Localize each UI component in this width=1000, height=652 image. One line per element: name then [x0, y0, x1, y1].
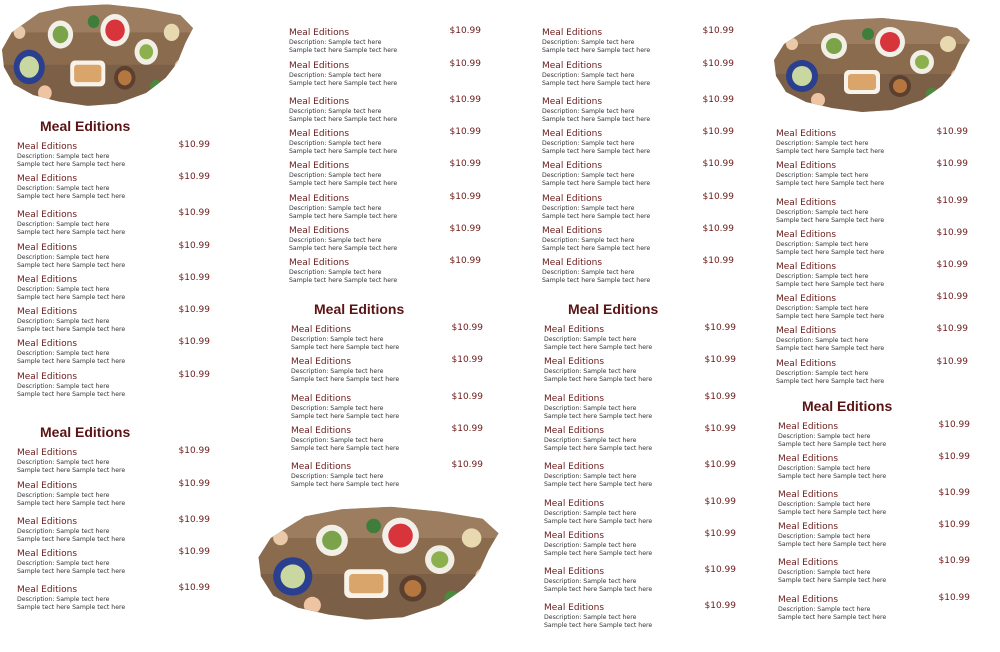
menu-item-name: Meal Editions — [544, 426, 605, 436]
menu-item-description-line: Sample tect here Sample tect here — [776, 180, 885, 187]
menu-item-name: Meal Editions — [291, 462, 352, 472]
menu-item-description-line: Description: Sample tect here — [544, 405, 637, 412]
menu-item-name: Meal Editions — [776, 161, 837, 171]
menu-item-description — [776, 241, 884, 257]
menu-item-name: Meal Editions — [17, 142, 78, 152]
menu-item-description — [542, 269, 650, 285]
menu-item-price: $10.99 — [702, 256, 734, 266]
menu-item-description-line: Description: Sample tect here — [17, 286, 110, 293]
menu-item-price: $10.99 — [451, 355, 483, 365]
menu-item-name: Meal Editions — [17, 585, 78, 595]
menu-item-description — [776, 305, 884, 321]
menu-item-name: Meal Editions — [542, 97, 603, 107]
menu-item-name: Meal Editions — [776, 326, 837, 336]
menu-item-description-line: Description: Sample tect here — [778, 501, 871, 508]
menu-item-name: Meal Editions — [544, 325, 605, 335]
menu-item-description — [544, 473, 652, 489]
menu-item-description-line: Description: Sample tect here — [776, 140, 869, 147]
menu-item-description-line: Description: Sample tect here — [778, 606, 871, 613]
menu-item-name: Meal Editions — [289, 161, 350, 171]
menu-item-description-line: Description: Sample tect here — [544, 336, 637, 343]
menu-item-price: $10.99 — [702, 127, 734, 137]
menu-item-description-line: Description: Sample tect here — [17, 350, 110, 357]
menu-item-description-line: Sample tect here Sample tect here — [17, 193, 126, 200]
menu-item-name: Meal Editions — [544, 357, 605, 367]
menu-item-description-line: Description: Sample tect here — [542, 72, 635, 79]
menu-item-name: Meal Editions — [776, 198, 837, 208]
menu-item-description-line: Description: Sample tect here — [544, 437, 637, 444]
menu-item-description-line: Sample tect here Sample tect here — [542, 116, 651, 123]
menu-item-description-line: Description: Sample tect here — [289, 269, 382, 276]
menu-item-description — [17, 383, 125, 399]
menu-item-price: $10.99 — [451, 424, 483, 434]
menu-item-description-line: Description: Sample tect here — [289, 205, 382, 212]
menu-item-description-line: Sample tect here Sample tect here — [291, 413, 400, 420]
menu-item-description — [776, 140, 884, 156]
menu-item-name: Meal Editions — [778, 522, 839, 532]
menu-item-price: $10.99 — [449, 192, 481, 202]
menu-item-description-line: Sample tect here Sample tect here — [778, 509, 887, 516]
menu-item-description-line: Description: Sample tect here — [542, 269, 635, 276]
menu-item-description-line: Description: Sample tect here — [291, 473, 384, 480]
menu-item-name: Meal Editions — [289, 97, 350, 107]
menu-item-description — [544, 510, 652, 526]
menu-item-price: $10.99 — [702, 95, 734, 105]
menu-item-description — [291, 473, 399, 489]
menu-item-price: $10.99 — [704, 601, 736, 611]
menu-item-price: $10.99 — [704, 497, 736, 507]
menu-item-description-line: Sample tect here Sample tect here — [776, 345, 885, 352]
menu-item-description-line: Description: Sample tect here — [17, 185, 110, 192]
menu-item-description — [289, 269, 397, 285]
menu-item-description — [776, 209, 884, 225]
menu-item-name: Meal Editions — [542, 161, 603, 171]
menu-item-price: $10.99 — [178, 208, 210, 218]
menu-item-description — [544, 336, 652, 352]
menu-item-description — [291, 405, 399, 421]
menu-item-price: $10.99 — [704, 355, 736, 365]
menu-item-price: $10.99 — [936, 196, 968, 206]
menu-item-description-line: Description: Sample tect here — [289, 237, 382, 244]
menu-item-description-line: Sample tect here Sample tect here — [544, 481, 653, 488]
menu-item-name: Meal Editions — [289, 61, 350, 71]
menu-item-description-line: Description: Sample tect here — [778, 569, 871, 576]
menu-item-description-line: Sample tect here Sample tect here — [542, 80, 651, 87]
menu-item-description-line: Sample tect here Sample tect here — [17, 391, 126, 398]
menu-item-name: Meal Editions — [776, 294, 837, 304]
menu-item-description — [542, 39, 650, 55]
menu-item-price: $10.99 — [704, 460, 736, 470]
menu-item-description-line: Sample tect here Sample tect here — [542, 47, 651, 54]
menu-item-description-line: Description: Sample tect here — [291, 368, 384, 375]
menu-item-description — [544, 368, 652, 384]
menu-item-description-line: Sample tect here Sample tect here — [544, 550, 653, 557]
menu-item-description-line: Sample tect here Sample tect here — [776, 313, 885, 320]
menu-item-description — [289, 172, 397, 188]
menu-item-price: $10.99 — [936, 260, 968, 270]
menu-item-description — [17, 153, 125, 169]
menu-item-description-line: Description: Sample tect here — [544, 542, 637, 549]
menu-item-description-line: Sample tect here Sample tect here — [776, 281, 885, 288]
menu-item-name: Meal Editions — [17, 517, 78, 527]
menu-item-description-line: Description: Sample tect here — [542, 172, 635, 179]
menu-item-price: $10.99 — [936, 159, 968, 169]
menu-item-description-line: Description: Sample tect here — [291, 336, 384, 343]
menu-item-description — [289, 72, 397, 88]
menu-item-description-line: Description: Sample tect here — [542, 237, 635, 244]
menu-item-description-line: Sample tect here Sample tect here — [17, 536, 126, 543]
menu-item-name: Meal Editions — [544, 499, 605, 509]
menu-item-description-line: Description: Sample tect here — [542, 205, 635, 212]
menu-item-price: $10.99 — [449, 59, 481, 69]
menu-item-description — [291, 368, 399, 384]
menu-item-name: Meal Editions — [291, 394, 352, 404]
menu-item-name: Meal Editions — [544, 394, 605, 404]
menu-item-description — [289, 205, 397, 221]
menu-item-description-line: Sample tect here Sample tect here — [778, 441, 887, 448]
menu-item-description — [17, 286, 125, 302]
menu-item-description — [776, 273, 884, 289]
menu-item-description-line: Sample tect here Sample tect here — [17, 358, 126, 365]
menu-item-description — [17, 185, 125, 201]
food-table-photo — [772, 14, 972, 114]
menu-item-description — [778, 533, 886, 549]
menu-item-description — [17, 560, 125, 576]
menu-item-price: $10.99 — [936, 127, 968, 137]
menu-item-description — [17, 459, 125, 475]
menu-item-description-line: Sample tect here Sample tect here — [778, 541, 887, 548]
menu-item-description-line: Description: Sample tect here — [544, 473, 637, 480]
menu-item-price: $10.99 — [178, 140, 210, 150]
menu-item-description-line: Description: Sample tect here — [542, 108, 635, 115]
menu-item-description-line: Sample tect here Sample tect here — [17, 229, 126, 236]
menu-item-price: $10.99 — [178, 273, 210, 283]
menu-item-name: Meal Editions — [542, 194, 603, 204]
menu-item-description-line: Description: Sample tect here — [544, 510, 637, 517]
section-heading: Meal Editions — [314, 301, 405, 317]
menu-item-description-line: Sample tect here Sample tect here — [542, 213, 651, 220]
menu-item-description — [291, 336, 399, 352]
menu-item-name: Meal Editions — [289, 129, 350, 139]
menu-item-name: Meal Editions — [17, 174, 78, 184]
menu-item-name: Meal Editions — [778, 454, 839, 464]
menu-item-description-line: Sample tect here Sample tect here — [17, 326, 126, 333]
menu-item-description-line: Description: Sample tect here — [776, 209, 869, 216]
menu-item-description-line: Description: Sample tect here — [544, 368, 637, 375]
menu-item-name: Meal Editions — [778, 558, 839, 568]
menu-item-description-line: Sample tect here Sample tect here — [776, 249, 885, 256]
menu-item-description-line: Sample tect here Sample tect here — [544, 586, 653, 593]
menu-item-description-line: Sample tect here Sample tect here — [542, 277, 651, 284]
menu-item-name: Meal Editions — [17, 339, 78, 349]
menu-item-description-line: Sample tect here Sample tect here — [17, 604, 126, 611]
menu-item-description-line: Description: Sample tect here — [289, 172, 382, 179]
menu-item-description-line: Sample tect here Sample tect here — [289, 245, 398, 252]
menu-item-description-line: Sample tect here Sample tect here — [542, 148, 651, 155]
menu-item-description-line: Sample tect here Sample tect here — [776, 148, 885, 155]
menu-item-description-line: Description: Sample tect here — [17, 596, 110, 603]
menu-item-description-line: Description: Sample tect here — [776, 241, 869, 248]
menu-item-name: Meal Editions — [17, 275, 78, 285]
menu-item-description-line: Sample tect here Sample tect here — [544, 413, 653, 420]
menu-item-price: $10.99 — [936, 228, 968, 238]
menu-item-description-line: Sample tect here Sample tect here — [289, 148, 398, 155]
menu-item-description — [778, 433, 886, 449]
menu-item-price: $10.99 — [938, 556, 970, 566]
menu-item-description-line: Description: Sample tect here — [17, 153, 110, 160]
menu-item-description-line: Sample tect here Sample tect here — [778, 473, 887, 480]
menu-item-description — [776, 370, 884, 386]
section-heading: Meal Editions — [802, 398, 893, 414]
menu-item-description-line: Description: Sample tect here — [778, 465, 871, 472]
menu-item-description-line: Description: Sample tect here — [289, 108, 382, 115]
menu-item-description-line: Sample tect here Sample tect here — [544, 376, 653, 383]
menu-item-description-line: Sample tect here Sample tect here — [776, 217, 885, 224]
menu-item-description-line: Sample tect here Sample tect here — [17, 161, 126, 168]
menu-item-name: Meal Editions — [17, 481, 78, 491]
menu-item-description-line: Description: Sample tect here — [289, 72, 382, 79]
menu-item-description-line: Sample tect here Sample tect here — [17, 500, 126, 507]
menu-item-description-line: Sample tect here Sample tect here — [544, 445, 653, 452]
menu-item-description-line: Sample tect here Sample tect here — [544, 622, 653, 629]
menu-item-name: Meal Editions — [289, 28, 350, 38]
menu-item-description-line: Description: Sample tect here — [17, 383, 110, 390]
menu-item-description — [289, 140, 397, 156]
menu-item-description — [778, 501, 886, 517]
menu-item-price: $10.99 — [451, 323, 483, 333]
menu-item-description-line: Sample tect here Sample tect here — [289, 116, 398, 123]
menu-item-name: Meal Editions — [291, 357, 352, 367]
menu-item-description-line: Sample tect here Sample tect here — [291, 481, 400, 488]
menu-item-name: Meal Editions — [17, 372, 78, 382]
section-heading: Meal Editions — [40, 118, 131, 134]
menu-item-description-line: Description: Sample tect here — [544, 578, 637, 585]
menu-item-description-line: Description: Sample tect here — [289, 39, 382, 46]
menu-item-name: Meal Editions — [289, 194, 350, 204]
menu-item-description — [776, 337, 884, 353]
menu-item-description-line: Description: Sample tect here — [542, 39, 635, 46]
menu-item-price: $10.99 — [702, 26, 734, 36]
menu-item-name: Meal Editions — [17, 448, 78, 458]
menu-item-description-line: Description: Sample tect here — [776, 370, 869, 377]
menu-item-description — [542, 108, 650, 124]
menu-item-description-line: Description: Sample tect here — [17, 492, 110, 499]
menu-item-description — [17, 492, 125, 508]
menu-item-description — [17, 596, 125, 612]
menu-item-description-line: Description: Sample tect here — [17, 221, 110, 228]
menu-item-description — [289, 39, 397, 55]
menu-item-price: $10.99 — [938, 488, 970, 498]
menu-item-name: Meal Editions — [542, 61, 603, 71]
menu-item-description — [544, 542, 652, 558]
menu-item-price: $10.99 — [449, 127, 481, 137]
menu-item-price: $10.99 — [704, 424, 736, 434]
menu-item-description-line: Sample tect here Sample tect here — [17, 294, 126, 301]
menu-item-price: $10.99 — [178, 337, 210, 347]
menu-item-price: $10.99 — [178, 583, 210, 593]
menu-item-name: Meal Editions — [291, 426, 352, 436]
menu-item-description-line: Sample tect here Sample tect here — [291, 445, 400, 452]
menu-item-name: Meal Editions — [17, 210, 78, 220]
menu-item-price: $10.99 — [938, 420, 970, 430]
menu-item-name: Meal Editions — [542, 28, 603, 38]
menu-item-description — [291, 437, 399, 453]
menu-item-description-line: Description: Sample tect here — [776, 273, 869, 280]
menu-item-description-line: Description: Sample tect here — [776, 337, 869, 344]
menu-item-name: Meal Editions — [17, 549, 78, 559]
menu-item-description — [542, 172, 650, 188]
menu-item-price: $10.99 — [178, 370, 210, 380]
menu-item-name: Meal Editions — [542, 258, 603, 268]
menu-item-price: $10.99 — [449, 256, 481, 266]
menu-item-name: Meal Editions — [544, 531, 605, 541]
menu-item-description-line: Description: Sample tect here — [544, 614, 637, 621]
menu-item-description — [17, 318, 125, 334]
menu-item-name: Meal Editions — [542, 226, 603, 236]
menu-item-description — [544, 405, 652, 421]
food-table-photo — [0, 0, 195, 108]
menu-item-description — [544, 578, 652, 594]
menu-item-description-line: Description: Sample tect here — [289, 140, 382, 147]
menu-item-description-line: Description: Sample tect here — [291, 437, 384, 444]
menu-item-price: $10.99 — [702, 192, 734, 202]
menu-item-description-line: Sample tect here Sample tect here — [289, 47, 398, 54]
menu-item-price: $10.99 — [702, 159, 734, 169]
menu-item-name: Meal Editions — [778, 490, 839, 500]
menu-item-price: $10.99 — [178, 515, 210, 525]
section-heading: Meal Editions — [40, 424, 131, 440]
menu-item-price: $10.99 — [449, 95, 481, 105]
menu-item-price: $10.99 — [178, 547, 210, 557]
menu-item-description — [17, 350, 125, 366]
menu-item-description-line: Description: Sample tect here — [776, 172, 869, 179]
menu-item-description-line: Sample tect here Sample tect here — [542, 245, 651, 252]
menu-item-description-line: Description: Sample tect here — [778, 433, 871, 440]
menu-item-price: $10.99 — [938, 593, 970, 603]
menu-item-description-line: Description: Sample tect here — [778, 533, 871, 540]
menu-item-description-line: Sample tect here Sample tect here — [289, 213, 398, 220]
menu-item-description — [542, 237, 650, 253]
menu-item-description-line: Sample tect here Sample tect here — [778, 577, 887, 584]
menu-item-description-line: Description: Sample tect here — [542, 140, 635, 147]
menu-item-description — [17, 528, 125, 544]
menu-item-name: Meal Editions — [778, 422, 839, 432]
menu-item-description — [544, 614, 652, 630]
menu-item-description-line: Sample tect here Sample tect here — [776, 378, 885, 385]
menu-item-description-line: Description: Sample tect here — [776, 305, 869, 312]
menu-item-price: $10.99 — [178, 241, 210, 251]
menu-item-price: $10.99 — [178, 172, 210, 182]
menu-item-price: $10.99 — [938, 452, 970, 462]
menu-item-price: $10.99 — [449, 224, 481, 234]
menu-item-description — [289, 108, 397, 124]
menu-item-price: $10.99 — [702, 224, 734, 234]
menu-item-name: Meal Editions — [776, 262, 837, 272]
menu-item-description-line: Description: Sample tect here — [17, 254, 110, 261]
menu-item-description — [776, 172, 884, 188]
section-heading: Meal Editions — [568, 301, 659, 317]
menu-item-name: Meal Editions — [289, 258, 350, 268]
menu-item-price: $10.99 — [449, 159, 481, 169]
menu-item-description-line: Sample tect here Sample tect here — [544, 518, 653, 525]
menu-item-name: Meal Editions — [17, 243, 78, 253]
menu-item-price: $10.99 — [451, 392, 483, 402]
menu-item-price: $10.99 — [936, 357, 968, 367]
menu-item-description — [778, 569, 886, 585]
menu-item-description-line: Sample tect here Sample tect here — [542, 180, 651, 187]
menu-item-description — [17, 254, 125, 270]
menu-item-description-line: Sample tect here Sample tect here — [291, 344, 400, 351]
menu-item-description-line: Sample tect here Sample tect here — [17, 568, 126, 575]
menu-item-price: $10.99 — [704, 529, 736, 539]
menu-item-name: Meal Editions — [544, 603, 605, 613]
menu-item-description-line: Sample tect here Sample tect here — [289, 277, 398, 284]
menu-item-price: $10.99 — [704, 323, 736, 333]
menu-item-name: Meal Editions — [289, 226, 350, 236]
menu-item-name: Meal Editions — [776, 359, 837, 369]
menu-item-description — [542, 205, 650, 221]
menu-item-name: Meal Editions — [776, 129, 837, 139]
menu-item-description-line: Sample tect here Sample tect here — [778, 614, 887, 621]
menu-item-price: $10.99 — [178, 305, 210, 315]
menu-item-price: $10.99 — [704, 392, 736, 402]
menu-item-description-line: Description: Sample tect here — [17, 528, 110, 535]
menu-item-price: $10.99 — [702, 59, 734, 69]
menu-item-description-line: Sample tect here Sample tect here — [289, 80, 398, 87]
menu-item-description-line: Description: Sample tect here — [291, 405, 384, 412]
menu-item-name: Meal Editions — [291, 325, 352, 335]
menu-item-name: Meal Editions — [17, 307, 78, 317]
menu-item-name: Meal Editions — [542, 129, 603, 139]
menu-item-description — [542, 72, 650, 88]
menu-item-price: $10.99 — [936, 292, 968, 302]
menu-item-price: $10.99 — [178, 446, 210, 456]
menu-item-price: $10.99 — [449, 26, 481, 36]
menu-item-price: $10.99 — [451, 460, 483, 470]
menu-item-description-line: Description: Sample tect here — [17, 459, 110, 466]
menu-item-description-line: Sample tect here Sample tect here — [291, 376, 400, 383]
menu-item-description — [778, 606, 886, 622]
menu-item-price: $10.99 — [178, 479, 210, 489]
menu-item-description-line: Description: Sample tect here — [17, 560, 110, 567]
menu-item-name: Meal Editions — [778, 595, 839, 605]
menu-item-description — [542, 140, 650, 156]
menu-item-name: Meal Editions — [544, 462, 605, 472]
menu-item-name: Meal Editions — [776, 230, 837, 240]
menu-item-price: $10.99 — [704, 565, 736, 575]
menu-item-price: $10.99 — [936, 324, 968, 334]
menu-item-description — [778, 465, 886, 481]
menu-item-description-line: Sample tect here Sample tect here — [17, 467, 126, 474]
menu-item-name: Meal Editions — [544, 567, 605, 577]
menu-item-description-line: Sample tect here Sample tect here — [289, 180, 398, 187]
menu-item-price: $10.99 — [938, 520, 970, 530]
menu-item-description — [17, 221, 125, 237]
menu-item-description-line: Sample tect here Sample tect here — [544, 344, 653, 351]
menu-item-description — [544, 437, 652, 453]
menu-item-description — [289, 237, 397, 253]
menu-item-description-line: Sample tect here Sample tect here — [17, 262, 126, 269]
food-table-photo — [256, 502, 501, 622]
menu-item-description-line: Description: Sample tect here — [17, 318, 110, 325]
